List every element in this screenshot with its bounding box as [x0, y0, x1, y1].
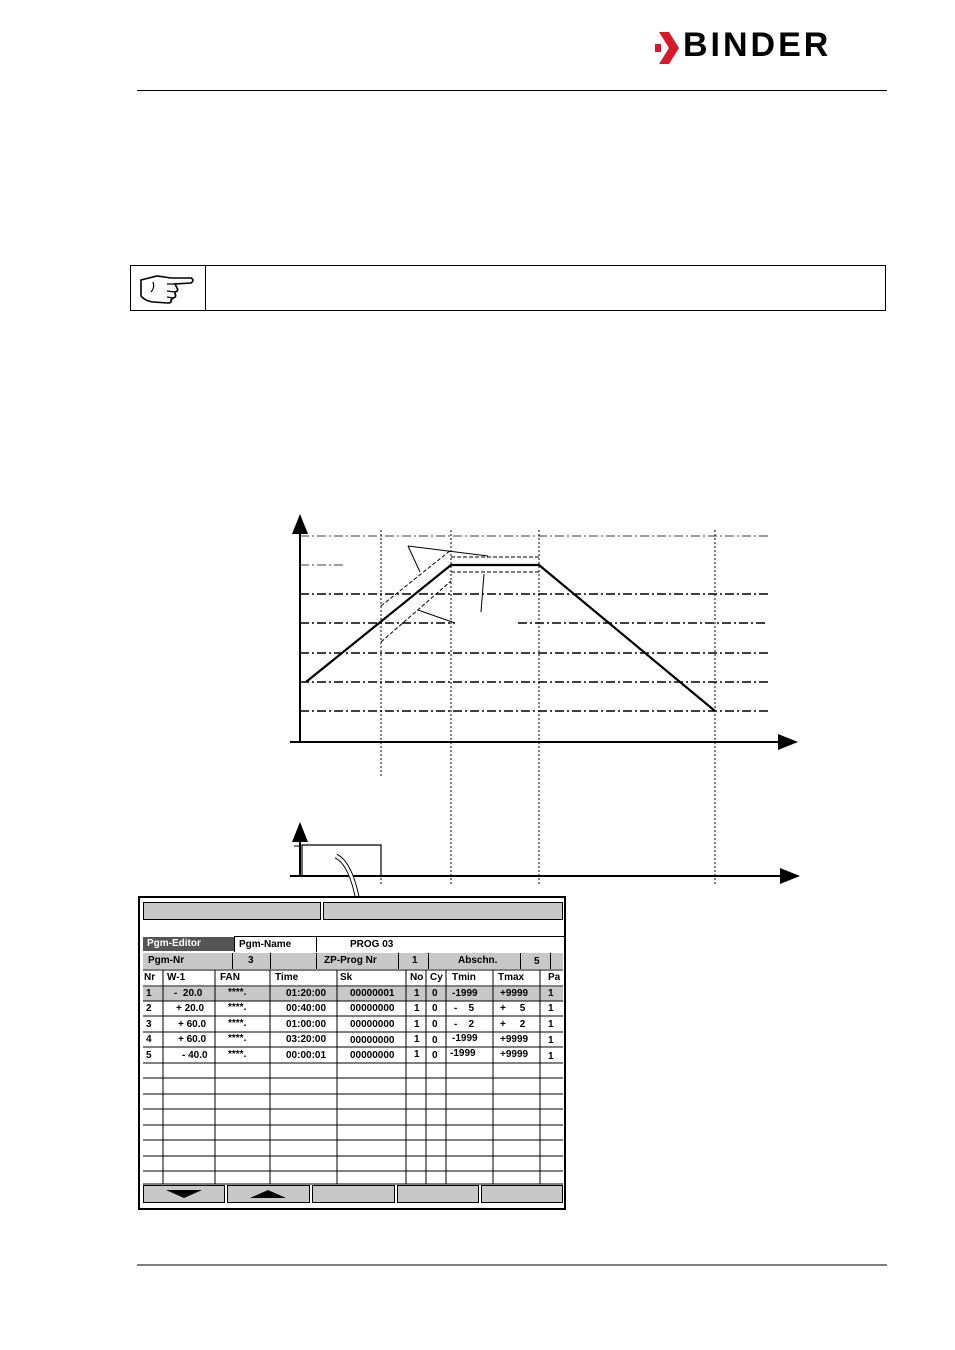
softkey-4[interactable] — [397, 1185, 479, 1203]
level-lines — [300, 536, 768, 711]
arrow-down-icon — [144, 1186, 224, 1202]
col-pa: Pa — [548, 972, 561, 983]
pgm-editor-label: Pgm-Editor — [143, 937, 235, 951]
abschn-label: Abschn. — [458, 955, 498, 966]
brand-name: BINDER — [683, 26, 832, 64]
col-fan: FAN — [220, 972, 240, 983]
arrow-up-icon — [228, 1186, 309, 1202]
scroll-up-button[interactable] — [227, 1185, 310, 1203]
annotation-pointers — [408, 546, 488, 623]
program-editor-screen: Pgm-Editor Pgm-Name PROG 03 Pgm-Nr 3 ZP-Prog Nr 1 Abschn. 5 Nr W-1 FAN Time Sk No Cy Tmin Tmax Pa 1 - 20.0 ****. 01:20:00 00000001 1 0 -1999 +9999 1 2 + 20.0 ****. 00:40:00 00000000 1 0 - 5 + 5 1 3 + 60.0 ****. 01:00:00 00000000 1 0 - 2 + 2 1 4 + 60.0 ****. 03:20:00 00000000 1 0 -1999 +9999 1 5 - 40.0 ****. 00:00:01 00000000 1 0 -1999 +9999 1 — [138, 896, 566, 1210]
col-w1: W-1 — [167, 972, 186, 983]
col-cy: Cy — [430, 972, 443, 983]
tolerance-band — [381, 550, 539, 642]
col-nr: Nr — [144, 972, 156, 983]
col-sk: Sk — [340, 972, 353, 983]
zp-prog-nr-value[interactable]: 1 — [412, 955, 418, 966]
softkey-5[interactable] — [481, 1185, 563, 1203]
pgm-name-label: Pgm-Name — [239, 939, 292, 950]
col-time: Time — [275, 972, 299, 983]
section-lines — [381, 530, 715, 886]
abschn-value[interactable]: 5 — [534, 956, 540, 967]
scroll-down-button[interactable] — [143, 1185, 225, 1203]
col-no: No — [410, 972, 424, 983]
setpoint-profile — [306, 565, 715, 711]
zp-prog-nr-label: ZP-Prog Nr — [324, 955, 377, 966]
col-tmax: Tmax — [498, 972, 525, 983]
softkey-3[interactable] — [312, 1185, 395, 1203]
pgm-nr-label: Pgm-Nr — [148, 955, 185, 966]
pgm-name-value[interactable]: PROG 03 — [350, 939, 394, 950]
col-tmin: Tmin — [452, 972, 476, 983]
pgm-nr-value[interactable]: 3 — [248, 955, 254, 966]
